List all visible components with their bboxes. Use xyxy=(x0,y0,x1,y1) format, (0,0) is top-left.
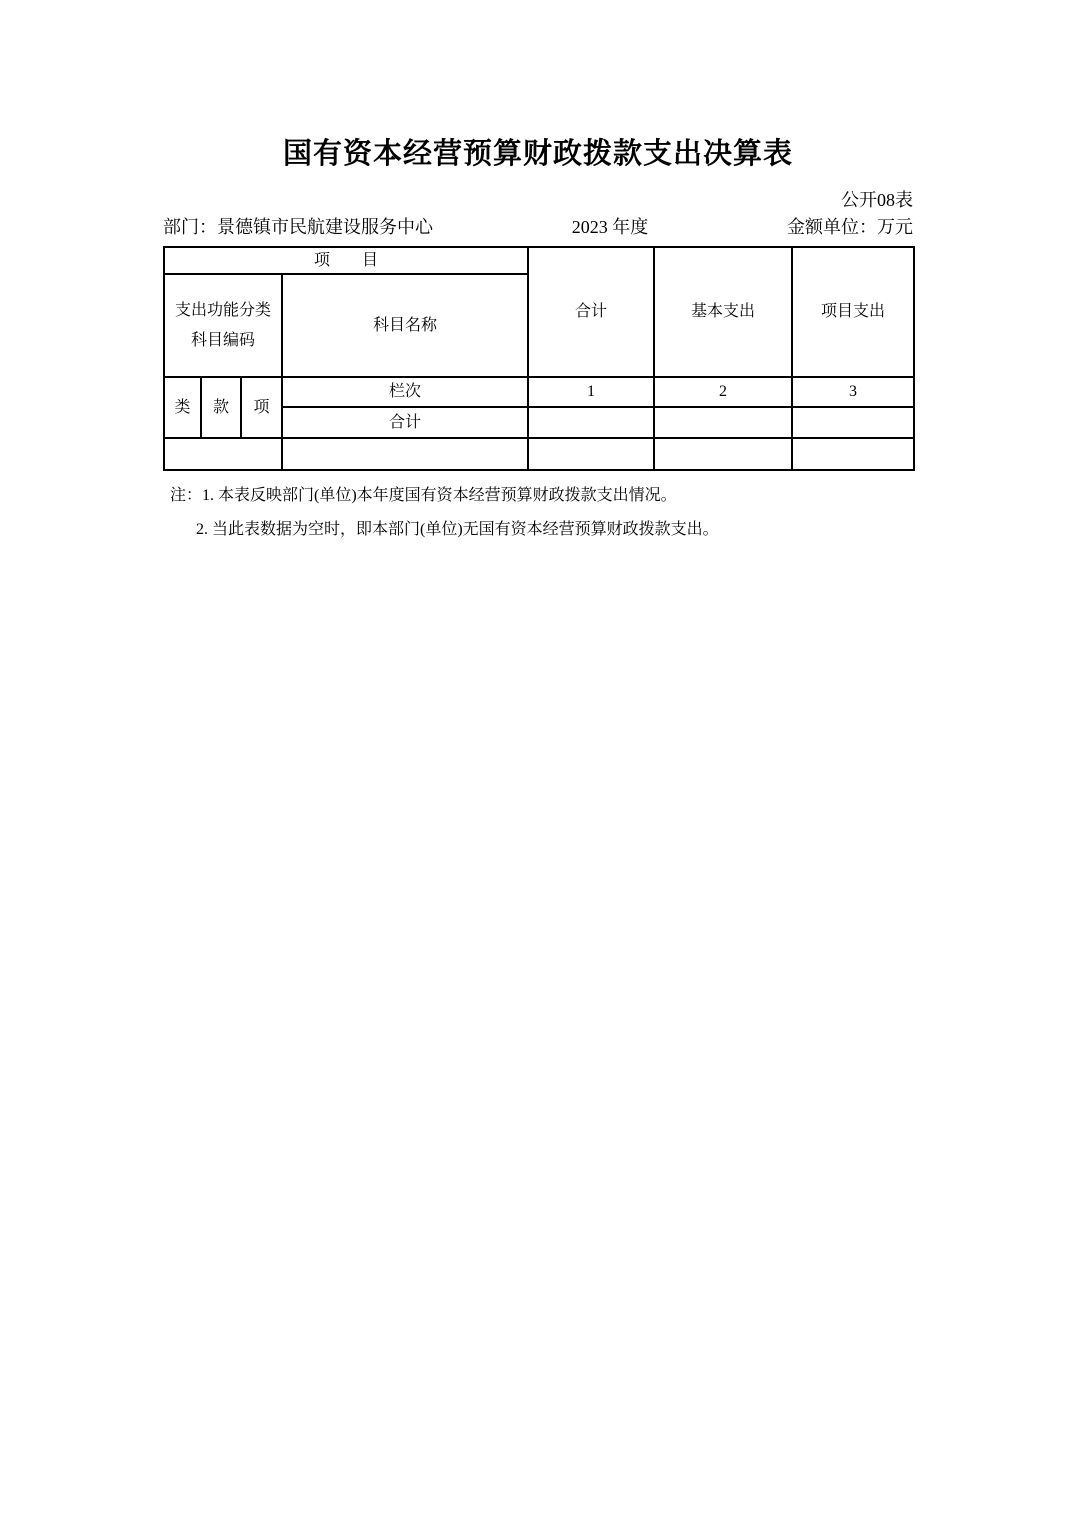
blank-name-cell xyxy=(282,438,528,470)
note-line-1: 注：1. 本表反映部门(单位)本年度国有资本经营预算财政拨款支出情况。 xyxy=(170,487,677,504)
column-number-3: 3 xyxy=(792,377,914,407)
header-function-code-line1: 支出功能分类 xyxy=(174,301,271,319)
blank-sum-cell xyxy=(528,438,654,470)
form-code-label: 公开08表 xyxy=(841,190,913,210)
department-label: 部门：景德镇市民航建设服务中心 xyxy=(163,217,433,237)
column-number-2: 2 xyxy=(654,377,792,407)
header-subject-name: 科目名称 xyxy=(282,274,528,377)
header-project-expenditure: 项目支出 xyxy=(792,247,914,377)
column-number-1: 1 xyxy=(528,377,654,407)
row-total-basic-cell xyxy=(654,407,792,438)
header-project-group: 项 目 xyxy=(164,247,528,274)
meta-row xyxy=(163,215,913,239)
header-item: 项 xyxy=(241,377,282,438)
header-total: 合计 xyxy=(528,247,654,377)
row-total-label: 合计 xyxy=(282,407,528,438)
header-basic-expenditure: 基本支出 xyxy=(654,247,792,377)
header-function-code xyxy=(164,274,282,377)
header-function-code-line2: 科目编码 xyxy=(190,331,255,349)
header-column-index-label: 栏次 xyxy=(282,377,528,407)
blank-project-cell xyxy=(792,438,914,470)
table-row-column-index xyxy=(164,377,914,407)
header-class: 类 xyxy=(164,377,201,438)
blank-basic-cell xyxy=(654,438,792,470)
fiscal-year-label: 2023 年度 xyxy=(571,217,649,237)
row-total-project-cell xyxy=(792,407,914,438)
note-line-2: 2. 当此表数据为空时，即本部门(单位)无国有资本经营预算财政拨款支出。 xyxy=(196,521,719,538)
row-total-sum-cell xyxy=(528,407,654,438)
blank-code-cell xyxy=(164,438,282,470)
amount-unit-label: 金额单位：万元 xyxy=(787,217,913,237)
header-section: 款 xyxy=(201,377,241,438)
budget-table xyxy=(163,246,915,471)
table-row-blank xyxy=(164,438,914,470)
page-title: 国有资本经营预算财政拨款支出决算表 xyxy=(282,138,793,170)
table-row-project-header xyxy=(164,247,914,274)
